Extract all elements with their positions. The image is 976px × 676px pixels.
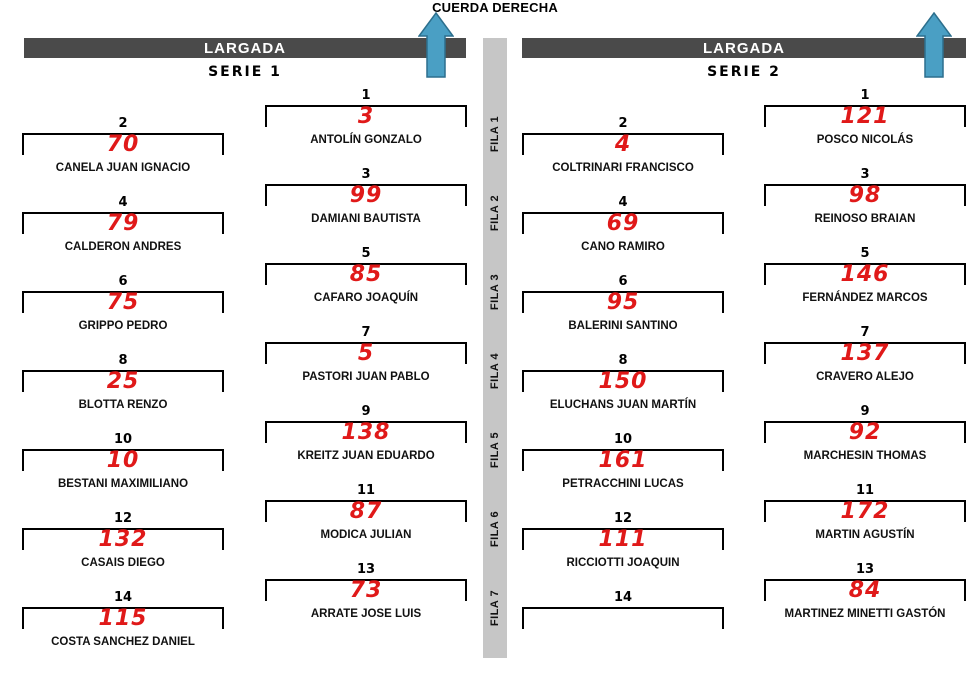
fila-label: FILA 5 xyxy=(489,431,501,469)
driver-name: CALDERON ANDRES xyxy=(64,241,182,253)
grid-slot xyxy=(522,195,724,259)
driver-name: CANELA JUAN IGNACIO xyxy=(55,162,191,174)
car-number: 111 xyxy=(598,527,648,552)
car-number: 75 xyxy=(106,290,140,315)
grid-slot xyxy=(764,562,966,626)
driver-name: MODICA JULIAN xyxy=(320,529,412,541)
serie-label-right: SERIE 2 xyxy=(707,64,781,80)
driver-name: COLTRINARI FRANCISCO xyxy=(552,162,694,174)
car-number: 3 xyxy=(357,104,375,129)
driver-name: FERNÁNDEZ MARCOS xyxy=(802,292,928,304)
arrow-up-icon xyxy=(418,12,454,78)
car-number: 79 xyxy=(106,211,140,236)
grid-slot xyxy=(265,325,467,389)
grid-slot xyxy=(22,590,224,654)
driver-name: REINOSO BRAIAN xyxy=(814,213,916,225)
grid-slot xyxy=(265,246,467,310)
grid-slot xyxy=(22,195,224,259)
slot-position: 1 xyxy=(361,88,371,103)
driver-name: CASAIS DIEGO xyxy=(81,557,165,569)
grid-slot xyxy=(265,404,467,468)
header-title-right: LARGADA xyxy=(703,39,785,57)
slot-position: 13 xyxy=(855,562,875,577)
fila-label: FILA 2 xyxy=(489,194,501,232)
grid-slot xyxy=(764,167,966,231)
slot-position: 4 xyxy=(118,195,128,210)
grid-slot xyxy=(522,432,724,496)
grid-slot xyxy=(22,116,224,180)
car-number: 10 xyxy=(106,448,140,473)
slot-position: 11 xyxy=(356,483,376,498)
car-number: 5 xyxy=(357,341,375,366)
car-number: 161 xyxy=(598,448,648,473)
car-number: 137 xyxy=(840,341,890,366)
slot-position: 12 xyxy=(613,511,633,526)
driver-name: CRAVERO ALEJO xyxy=(816,371,914,383)
car-number: 132 xyxy=(98,527,148,552)
car-number: 115 xyxy=(98,606,148,631)
driver-name: BESTANI MAXIMILIANO xyxy=(57,478,189,490)
slot-position: 1 xyxy=(860,88,870,103)
fila-label: FILA 1 xyxy=(489,115,501,153)
grid-slot xyxy=(764,246,966,310)
car-number: 87 xyxy=(349,499,383,524)
driver-name: BLOTTA RENZO xyxy=(78,399,168,411)
fila-label: FILA 4 xyxy=(489,352,501,390)
driver-name: RICCIOTTI JOAQUIN xyxy=(566,557,680,569)
grid-slot xyxy=(22,353,224,417)
header-bar-right xyxy=(522,38,966,58)
car-number: 70 xyxy=(106,132,140,157)
fila-label: FILA 3 xyxy=(489,273,501,311)
car-number: 92 xyxy=(848,420,882,445)
driver-name: CANO RAMIRO xyxy=(581,241,665,253)
slot-box xyxy=(522,607,724,629)
car-number: 150 xyxy=(598,369,648,394)
grid-slot xyxy=(522,353,724,417)
slot-position: 9 xyxy=(361,404,371,419)
driver-name: CAFARO JOAQUÍN xyxy=(313,292,419,304)
grid-slot xyxy=(522,511,724,575)
slot-position: 2 xyxy=(618,116,628,131)
grid-slot xyxy=(22,274,224,338)
car-number: 138 xyxy=(341,420,391,445)
header-title-left: LARGADA xyxy=(204,39,286,57)
slot-position: 8 xyxy=(618,353,628,368)
fila-label: FILA 7 xyxy=(489,589,501,627)
driver-name: MARTINEZ MINETTI GASTÓN xyxy=(784,608,946,620)
car-number: 121 xyxy=(840,104,890,129)
cuerda-derecha-label: CUERDA DERECHA xyxy=(432,0,558,15)
car-number: 146 xyxy=(840,262,890,287)
car-number: 99 xyxy=(349,183,383,208)
grid-slot xyxy=(764,325,966,389)
grid-slot xyxy=(764,483,966,547)
driver-name: POSCO NICOLÁS xyxy=(816,134,914,146)
grid-slot xyxy=(522,116,724,180)
grid-slot xyxy=(764,88,966,152)
slot-position: 12 xyxy=(113,511,133,526)
slot-position: 14 xyxy=(613,590,633,605)
slot-position: 10 xyxy=(113,432,133,447)
slot-position: 7 xyxy=(860,325,870,340)
car-number: 95 xyxy=(606,290,640,315)
car-number: 69 xyxy=(606,211,640,236)
driver-name: DAMIANI BAUTISTA xyxy=(311,213,421,225)
slot-position: 5 xyxy=(361,246,371,261)
grid-slot xyxy=(265,562,467,626)
car-number: 84 xyxy=(848,578,882,603)
slot-position: 6 xyxy=(118,274,128,289)
driver-name: BALERINI SANTINO xyxy=(568,320,678,332)
slot-position: 10 xyxy=(613,432,633,447)
grid-slot xyxy=(522,274,724,338)
slot-position: 14 xyxy=(113,590,133,605)
car-number: 98 xyxy=(848,183,882,208)
serie-label-left: SERIE 1 xyxy=(208,64,282,80)
fila-label: FILA 6 xyxy=(489,510,501,548)
driver-name: PETRACCHINI LUCAS xyxy=(562,478,684,490)
car-number: 85 xyxy=(349,262,383,287)
slot-position: 11 xyxy=(855,483,875,498)
car-number: 4 xyxy=(614,132,632,157)
grid-slot xyxy=(22,432,224,496)
driver-name: ANTOLÍN GONZALO xyxy=(310,134,422,146)
grid-slot xyxy=(22,511,224,575)
car-number: 73 xyxy=(349,578,383,603)
car-number: 172 xyxy=(840,499,890,524)
driver-name: ELUCHANS JUAN MARTÍN xyxy=(549,399,697,411)
driver-name: MARTIN AGUSTÍN xyxy=(815,529,915,541)
slot-position: 5 xyxy=(860,246,870,261)
slot-position: 2 xyxy=(118,116,128,131)
driver-name: COSTA SANCHEZ DANIEL xyxy=(51,636,195,648)
slot-position: 4 xyxy=(618,195,628,210)
arrow-up-icon xyxy=(916,12,952,78)
driver-name: KREITZ JUAN EDUARDO xyxy=(297,450,435,462)
car-number: 25 xyxy=(106,369,140,394)
grid-slot xyxy=(265,483,467,547)
slot-position: 13 xyxy=(356,562,376,577)
slot-position: 8 xyxy=(118,353,128,368)
slot-position: 6 xyxy=(618,274,628,289)
grid-slot xyxy=(265,88,467,152)
grid-slot xyxy=(522,590,724,654)
grid-slot xyxy=(265,167,467,231)
driver-name: PASTORI JUAN PABLO xyxy=(302,371,430,383)
header-bar-left xyxy=(24,38,466,58)
slot-position: 7 xyxy=(361,325,371,340)
slot-position: 3 xyxy=(860,167,870,182)
grid-slot xyxy=(764,404,966,468)
driver-name: GRIPPO PEDRO xyxy=(78,320,168,332)
driver-name: ARRATE JOSE LUIS xyxy=(310,608,422,620)
driver-name: MARCHESIN THOMAS xyxy=(803,450,927,462)
slot-position: 9 xyxy=(860,404,870,419)
slot-position: 3 xyxy=(361,167,371,182)
